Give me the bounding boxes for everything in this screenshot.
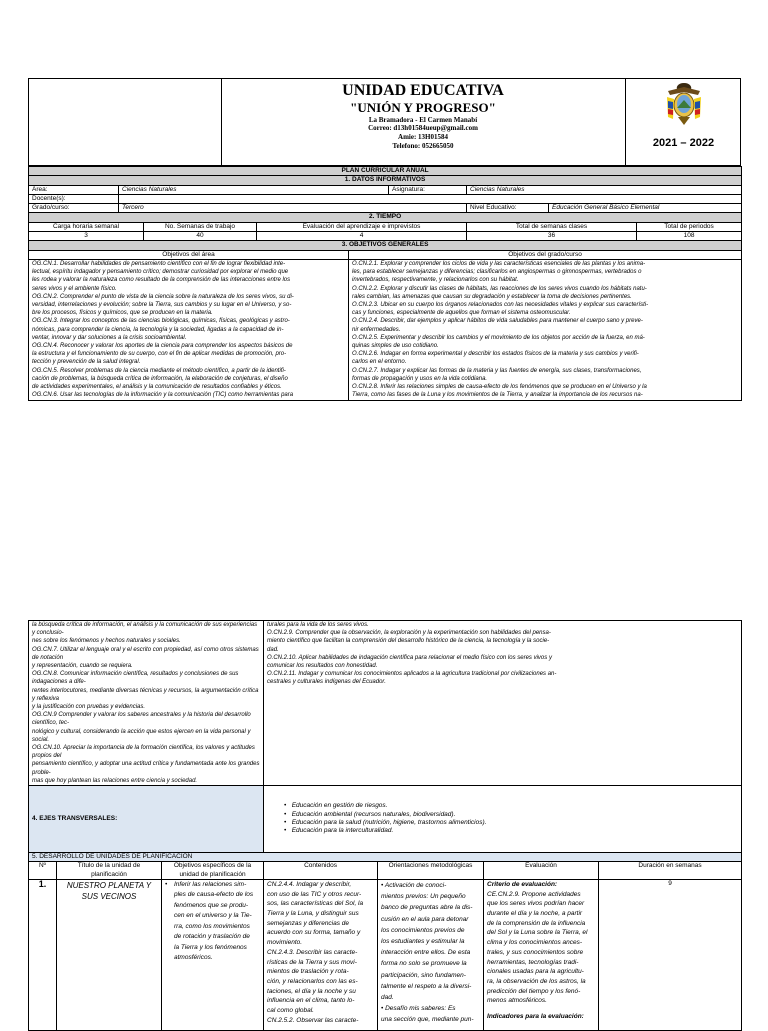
time-header-4: Total de semanas clases: [467, 222, 637, 231]
objective-line: les, para establecer semejanzas y diferencias; clasificarlos en angiospermas o gimnospermas, vertebrados o: [352, 269, 642, 276]
objective-line: OG.CN.4. Reconocer y valorar los aportes de la ciencia para comprender los aspectos básicos de: [32, 343, 293, 349]
objective-line: O.CN.2.11. Indagar y comunicar los conocimientos aplicados a la agricultura tradicional por civilizaciones an-: [267, 671, 557, 678]
plan-table-page2: [28, 620, 742, 1031]
school-address: La Bramadora - El Carmen Manabí: [368, 116, 478, 124]
objective-line: nómicas, para comprender la ciencia, la tecnología y la sociedad, ligadas a la capacidad de in-: [32, 326, 284, 333]
objective-line: miento científico que facilitan la comprensión del desarrollo histórico de la ciencia, la tecnología y la socie-: [267, 638, 550, 645]
school-email: Correo: d13h01584ueup@gmail.com: [368, 124, 478, 132]
time-value-2: 40: [144, 232, 257, 241]
emblem-icon: [664, 81, 704, 127]
objective-line: formas de propagación y usos en la vida cotidiana.: [352, 375, 488, 382]
units-header-title: Título de la unidad de planificación: [57, 862, 162, 880]
grade-value: Tercero: [119, 204, 467, 213]
teacher-label: Docente(s):: [29, 194, 119, 203]
subject-value: Ciencias Naturales: [467, 185, 742, 194]
subject-label: Asignatura:: [389, 185, 467, 194]
objective-line: OG.CN.1. Desarrollar habilidades de pensamiento científico con el fin de lograr flexibilidad inte-: [32, 260, 286, 267]
unit-evaluation: Criterio de evaluación: CE.CN.2.9. Propone actividades que los seres vivos podrían hacer durante el día y la noche, a partir de la comprensión de la influencia del Sol y la Luna sobre la Tierra, el clima y los conocimientos ances- trales, y sus conocimientos sobre herramientas, tecnologías tradi- cionales usadas para la agricultu- ra, la observación de los astros, la predicción del tiempo y los fenó- menos atmosféricos. Indicadores para la evaluación:: [484, 879, 599, 1030]
grade-objectives-header: Objetivos del grado/curso: [349, 250, 742, 259]
objective-line: O.CN.2.2. Explorar y discutir las clases de hábitats, las reacciones de los seres vivos cuando los hábitats natu-: [352, 285, 647, 292]
level-label: Nivel Educativo:: [467, 204, 549, 213]
objective-line: OG.CN.8. Comunicar información científica, resultados y conclusiones de sus indagaciones a dife-: [32, 671, 239, 686]
time-value-5: 108: [637, 232, 742, 241]
objective-line: lectual, espíritu indagador y pensamiento crítico; demostrar curiosidad por explorar el medio que: [32, 269, 289, 276]
cross-cutting-list: [264, 786, 742, 853]
unit-number: 1.: [29, 879, 57, 1030]
objective-line: la estructura y el funcionamiento de su cuerpo, con el fin de aplicar medidas de promoción, pro-: [32, 351, 287, 358]
objective-line: cación de problemas, la búsqueda crítica de información, la elaboración de conjeturas, el diseño: [32, 375, 288, 382]
section1-title: 1. DATOS INFORMATIVOS: [29, 176, 742, 185]
objective-line: bre los procesos, físicos y químicos, que se producen en la materia.: [32, 310, 213, 317]
objective-line: O.CN.2.1. Explorar y comprender los ciclos de vida y las características esenciales de las plantas y los anima-: [352, 260, 646, 267]
unit-weeks: 9: [599, 879, 742, 1030]
school-phone: Telefono: 052665050: [392, 142, 454, 150]
teacher-value: [119, 194, 742, 203]
header-left-cell: [29, 79, 222, 165]
section2-title: 2. TIEMPO: [29, 213, 742, 222]
objective-line: O.CN.2.9. Comprender que la observación, la exploración y la experimentación son habilidades del pensa-: [267, 630, 551, 637]
area-objectives-p1: [29, 259, 349, 400]
objective-line: O.CN.2.6. Indagar en forma experimental y describir los estados físicos de la materia y sus cambios y verifi-: [352, 351, 639, 358]
objective-line: nológico y cultural, considerando la acción que estos ejercen en la vida personal y social.: [32, 728, 251, 743]
area-label: Área:: [29, 185, 119, 194]
objective-line: carlos en el entorno.: [352, 359, 407, 366]
school-year: 2021 – 2022: [652, 137, 715, 149]
list-item: • Educación para la interculturalidad.: [284, 827, 394, 835]
objective-line: de actividades experimentales, el análisis y la comunicación de resultados confiables y éticos.: [32, 384, 282, 391]
objective-line: OG.CN.5. Resolver problemas de la ciencia mediante el método científico, a partir de la identifi-: [32, 367, 286, 374]
units-header-weeks: Duración en semanas: [599, 862, 742, 880]
plan-title: PLAN CURRICULAR ANUAL: [29, 167, 742, 176]
area-objectives-p2: [29, 621, 264, 786]
objective-line: mas que hoy plantean las relaciones entre ciencia y sociedad.: [32, 777, 198, 784]
objective-line: O.CN.2.5. Experimentar y describir los cambios y el movimiento de los objetos por acción de la fuerza, en má-: [352, 334, 645, 341]
evaluation-criteria-title: Criterio de evaluación:: [487, 880, 558, 888]
section3-title: 3. OBJETIVOS GENERALES: [29, 241, 742, 250]
objective-line: comunicar los resultados con honestidad.: [267, 663, 378, 670]
grade-objectives-p2: [264, 621, 742, 786]
grade-label: Grado/curso:: [29, 204, 119, 213]
grade-objectives-p1: [349, 259, 742, 400]
plan-table-page1: [28, 166, 742, 401]
school-amie: Amie: 13H01584: [398, 133, 448, 141]
objective-line: versidad, interrelaciones y evolución; sobre la Tierra, sus cambios y su lugar en el Universo, y so-: [32, 301, 292, 308]
list-item: • Educación para la salud (nutrición, higiene, trastornos alimenticios).: [284, 819, 487, 827]
objective-line: cas y funciones, especialmente de aquellos que forman el sistema osteomuscular.: [352, 310, 571, 317]
school-name: "UNIÓN Y PROGRESO": [350, 100, 496, 115]
objective-line: dad.: [267, 646, 279, 653]
objective-line: O.CN.2.4. Describir, dar ejemplos y aplicar hábitos de vida saludables para mantener el cuerpo sano y preve-: [352, 318, 643, 325]
units-header-methods: Orientaciones metodológicas: [378, 862, 484, 880]
time-header-2: No. Semanas de trabajo: [144, 222, 257, 231]
units-header-num: Nº: [29, 862, 57, 880]
objective-line: OG.CN.2. Comprender el punto de vista de la ciencia sobre la naturaleza de los seres vivos, su di-: [32, 293, 294, 300]
objective-line: turales para la vida de los seres vivos.: [267, 622, 369, 628]
objective-line: rentes interlocutores, mediante diversas técnicas y recursos, la argumentación crítica y reflexiva: [32, 687, 259, 702]
time-header-3: Evaluación del aprendizaje e imprevistos: [257, 222, 467, 231]
objective-line: OG.CN.7. Utilizar el lenguaje oral y el escrito con propiedad, así como otros sistemas de notación: [32, 646, 259, 661]
header-box: [28, 78, 741, 166]
objective-line: cestrales y culturales indígenas del Ecuador.: [267, 679, 386, 686]
objective-line: Tierra, como las fases de la Luna y los movimientos de la Tierra, y analizar la importancia de los recursos na-: [352, 392, 643, 399]
header-right-cell: [625, 79, 741, 165]
list-item: • Educación ambiental (recursos naturales, biodiversidad).: [284, 810, 456, 818]
objective-line: nes sobre los fenómenos y hechos naturales y sociales.: [32, 638, 181, 645]
unit-methods: • Activación de conoci- mientos previos: Un pequeño banco de preguntas abre la dis- cusión en el aula para detonar los conocimientos previos de los estudiantes y estimular la interacción entre ellos. De esta forma no solo se promueve la participación, sino fundamen- talmente el respeto a la diversi- dad. • Desafío mis saberes: Es una sección que, mediante pun-: [378, 879, 484, 1030]
unit-contents: CN.2.4.4. Indagar y describir, con uso de las TIC y otros recur- sos, las características del Sol, la Tierra y la Luna, y distinguir sus semejanzas y diferencias de acuerdo con su forma, tamaño y movimiento. CN.2.4.3. Describir las caracte- rísticas de la Tierra y sus movi- mientos de traslación y rota- ción, y relacionarlos con las es- taciones, el día y la noche y su influencia en el clima, tanto lo- cal como global. CN.2.5.2. Observar las caracte-: [264, 879, 378, 1030]
objective-line: y la justificación con pruebas y evidencias.: [32, 704, 146, 711]
units-header-objectives: Objetivos específicos de la unidad de planificación: [162, 862, 264, 880]
objective-line: OG.CN.10. Apreciar la importancia de la formación científica, los valores y actitudes propios del: [32, 745, 255, 760]
objective-line: OG.CN.9 Comprender y valorar los saberes ancestrales y la historia del desarrollo científico, tec-: [32, 712, 251, 727]
objective-line: O.CN.2.3. Ubicar en su cuerpo los órganos relacionados con las necesidades vitales y explicar sus característi-: [352, 301, 649, 308]
objective-line: tección y prevención de la salud integral.: [32, 359, 141, 366]
objective-line: ventar, innovar y dar soluciones a la crisis socioambiental.: [32, 334, 187, 341]
area-value: Ciencias Naturales: [119, 185, 389, 194]
section5-title: 5. DESARROLLO DE UNIDADES DE PLANIFICACIÓN: [29, 853, 742, 862]
list-item: • Educación en gestión de riesgos.: [284, 802, 388, 810]
objective-line: y representación, cuando se requiera.: [32, 663, 133, 670]
table-row: [29, 879, 742, 1030]
objective-line: quinas simples de uso cotidiano.: [352, 343, 439, 349]
objective-line: OG.CN.6. Usar las tecnologías de la información y la comunicación (TIC) como herramientas para: [32, 392, 294, 399]
unit-title: NUESTRO PLANETA Y SUS VECINOS: [57, 879, 162, 1030]
objective-line: invertebrados, respectivamente, y relacionarlos con su hábitat.: [352, 277, 519, 284]
objective-line: les rodea y valorar la naturaleza como resultado de la comprensión de las interacciones entre los: [32, 277, 291, 284]
objective-line: O.CN.2.8. Inferir las relaciones simples de causa-efecto de los fenómenos que se producen en el Universo y la: [352, 384, 647, 391]
objective-line: nir enfermedades.: [352, 326, 401, 333]
objective-line: rales cambian, las amenazas que causan su degradación y establecer la toma de decisiones pertinentes.: [352, 293, 632, 300]
time-value-3: 4: [257, 232, 467, 241]
objective-line: la búsqueda crítica de información, el análisis y la comunicación de sus experiencias y conclusio-: [32, 622, 258, 637]
area-objectives-header: Objetivos del área: [29, 250, 349, 259]
level-value: Educación General Básico Elemental: [549, 204, 742, 213]
units-header-evaluation: Evaluación: [484, 862, 599, 880]
objective-line: seres vivos y el ambiente físico.: [32, 285, 117, 292]
objective-line: O.CN.2.10. Aplicar habilidades de indagación científica para relacionar el medio físico con los seres vivos y: [267, 654, 552, 661]
school-title: UNIDAD EDUCATIVA: [342, 82, 504, 99]
evaluation-indicators-title: Indicadores para la evaluación:: [487, 1013, 584, 1021]
unit-objectives: • Inferir las relaciones sim- ples de causa-efecto de los fenómenos que se produ- cen en el universo y la Tie- rra, como los movimientos de rotación y traslación de la Tierra y los fenómenos atmosféricos.: [162, 879, 264, 1030]
objective-line: O.CN.2.7. Indagar y explicar las formas de la materia y las fuentes de energía, sus clases, transformaciones,: [352, 367, 642, 374]
time-value-4: 36: [467, 232, 637, 241]
objective-line: pensamiento científico, y adoptar una actitud crítica y fundamentada ante los grandes proble-: [32, 761, 260, 776]
section4-title: 4. EJES TRANSVERSALES:: [29, 786, 264, 853]
time-header-5: Total de periodos: [637, 222, 742, 231]
time-value-1: 3: [29, 232, 144, 241]
objective-line: OG.CN.3. Integrar los conceptos de las ciencias biológicas, químicas, físicas, geológicas y astro-: [32, 318, 290, 325]
units-header-contents: Contenidos: [264, 862, 378, 880]
time-header-1: Carga horaria semanal: [29, 222, 144, 231]
